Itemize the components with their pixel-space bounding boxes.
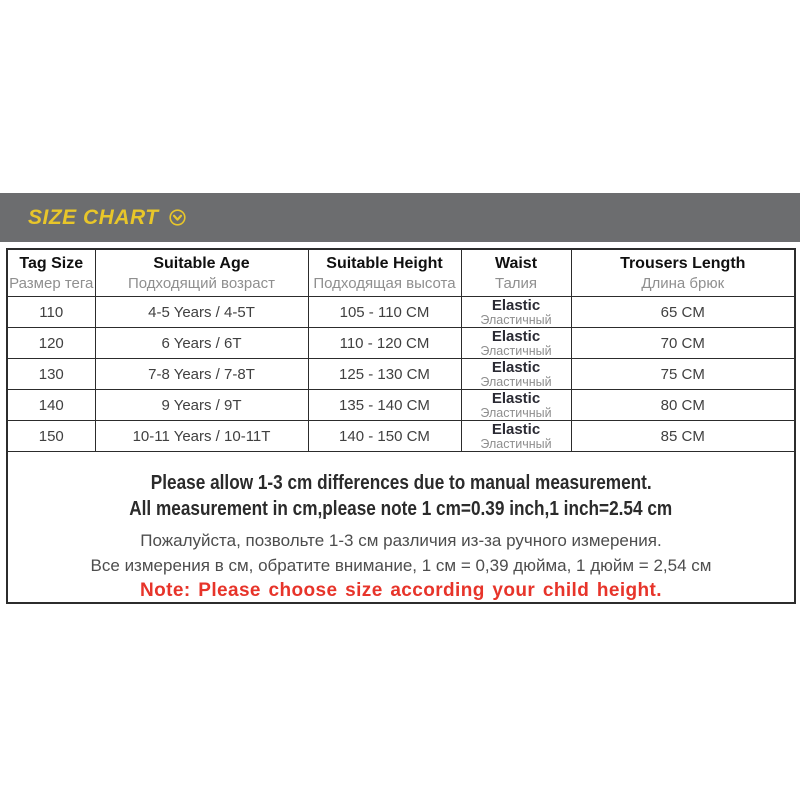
waist-elastic-ru: Эластичный: [480, 436, 552, 451]
header-suitable-height-ru: Подходящая высота: [313, 274, 456, 292]
note-warning: Note: Please choose size according your child height.: [140, 580, 662, 601]
suitable-height-cell: 135 - 140 CM: [308, 390, 461, 421]
waist-cell: [461, 297, 571, 328]
chevron-down-circle-icon: [169, 209, 186, 226]
table-row: [7, 359, 795, 390]
tag-size-cell: 130: [7, 359, 95, 390]
header-suitable-age: [95, 249, 308, 297]
waist-cell: [461, 421, 571, 452]
header-suitable-age-en: Suitable Age: [153, 254, 250, 272]
table-row: [7, 297, 795, 328]
suitable-age-cell: 10-11 Years / 10-11T: [95, 421, 308, 452]
waist-elastic-en: Elastic: [491, 420, 541, 438]
header-tag-size-en: Tag Size: [19, 254, 84, 272]
table-row: [7, 421, 795, 452]
waist-cell: [461, 328, 571, 359]
suitable-age-cell: 7-8 Years / 7-8T: [95, 359, 308, 390]
suitable-height-cell: 140 - 150 CM: [308, 421, 461, 452]
header-suitable-age-ru: Подходящий возраст: [128, 274, 275, 292]
waist-elastic-ru: Эластичный: [480, 312, 552, 327]
banner-title: SIZE CHART: [28, 205, 159, 229]
waist-elastic-ru: Эластичный: [480, 405, 552, 420]
size-chart-banner: [0, 193, 800, 242]
header-waist-ru: Талия: [494, 274, 538, 292]
suitable-age-cell: 9 Years / 9T: [95, 390, 308, 421]
note-en-line2: [8, 498, 794, 521]
waist-elastic-en: Elastic: [491, 327, 541, 345]
tag-size-cell: 140: [7, 390, 95, 421]
header-trousers-length-ru: Длина брюк: [641, 274, 725, 292]
header-tag-size: [7, 249, 95, 297]
tag-size-cell: 110: [7, 297, 95, 328]
note-en-line1: [8, 472, 794, 495]
header-trousers-length-en: Trousers Length: [620, 254, 746, 272]
header-trousers-length: [571, 249, 795, 297]
suitable-age-cell: 4-5 Years / 4-5T: [95, 297, 308, 328]
header-suitable-height: [308, 249, 461, 297]
trousers-length-cell: 70 CM: [571, 328, 795, 359]
tag-size-cell: 150: [7, 421, 95, 452]
suitable-height-cell: 125 - 130 CM: [308, 359, 461, 390]
waist-elastic-ru: Эластичный: [480, 343, 552, 358]
note-ru-line2: Все измерения в см, обратите внимание, 1 см = 0,39 дюйма, 1 дюйм = 2,54 см: [90, 556, 712, 575]
trousers-length-cell: 75 CM: [571, 359, 795, 390]
waist-cell: [461, 390, 571, 421]
header-waist-en: Waist: [494, 254, 538, 272]
header-waist: [461, 249, 571, 297]
notes-row: [7, 452, 795, 604]
waist-elastic-en: Elastic: [491, 296, 541, 314]
header-tag-size-ru: Размер тега: [9, 274, 94, 292]
note-en-line1-text: Please allow 1-3 cm differences due to manual measurement.: [150, 472, 652, 494]
header-suitable-height-en: Suitable Height: [326, 254, 443, 272]
waist-cell: [461, 359, 571, 390]
note-en-line2-text: All measurement in cm,please note 1 cm=0.39 inch,1 inch=2.54 cm: [129, 498, 673, 520]
trousers-length-cell: 80 CM: [571, 390, 795, 421]
header-row: [7, 249, 795, 297]
waist-elastic-ru: Эластичный: [480, 374, 552, 389]
suitable-height-cell: 105 - 110 CM: [308, 297, 461, 328]
suitable-height-cell: 110 - 120 CM: [308, 328, 461, 359]
notes-section: [7, 452, 795, 604]
trousers-length-cell: 85 CM: [571, 421, 795, 452]
trousers-length-cell: 65 CM: [571, 297, 795, 328]
table-row: [7, 328, 795, 359]
tag-size-cell: 120: [7, 328, 95, 359]
suitable-age-cell: 6 Years / 6T: [95, 328, 308, 359]
waist-elastic-en: Elastic: [491, 358, 541, 376]
waist-elastic-en: Elastic: [491, 389, 541, 407]
table-row: [7, 390, 795, 421]
size-table: [6, 248, 796, 604]
note-ru-line1: Пожалуйста, позвольте 1-3 см различия из-за ручного измерения.: [140, 531, 662, 550]
